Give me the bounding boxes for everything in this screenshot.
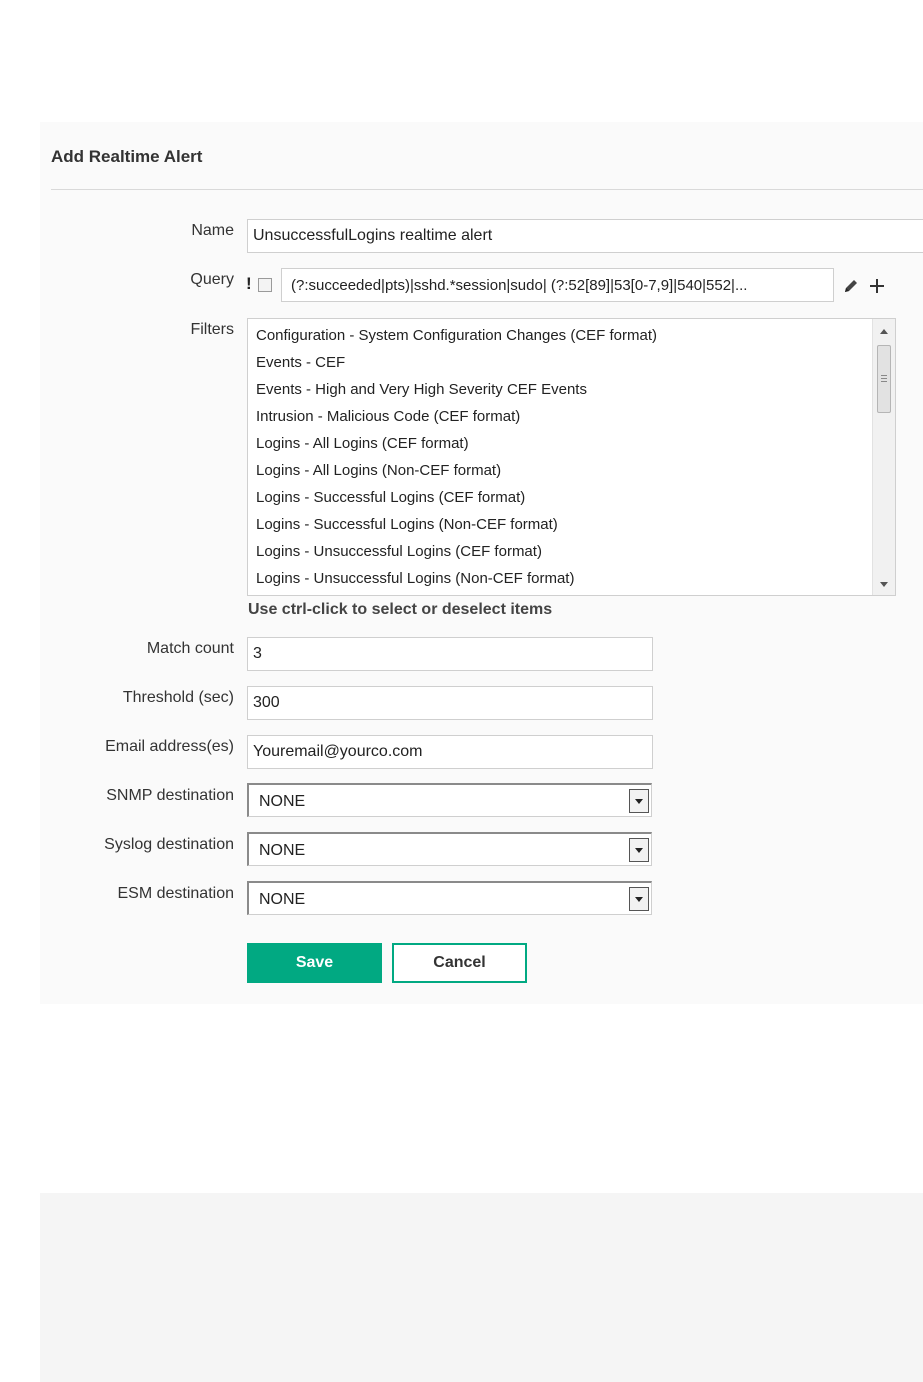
plus-icon[interactable]	[869, 278, 885, 294]
snmp-label: SNMP destination	[106, 787, 234, 804]
syslog-label: Syslog destination	[104, 836, 234, 853]
filter-option[interactable]: Logins - Unsuccessful Logins (CEF format)	[256, 543, 542, 560]
esm-value: NONE	[259, 891, 306, 908]
email-label: Email address(es)	[105, 738, 234, 755]
filter-option[interactable]: Events - CEF	[256, 354, 346, 371]
threshold-label: Threshold (sec)	[122, 689, 234, 706]
query-label: Query	[190, 271, 234, 288]
scroll-up-arrow-icon[interactable]	[879, 327, 889, 335]
filter-option[interactable]: Logins - All Logins (Non-CEF format)	[256, 462, 502, 479]
match-count-label: Match count	[146, 640, 234, 657]
esm-select[interactable]	[247, 881, 652, 915]
threshold-input[interactable]	[247, 686, 653, 720]
filter-option[interactable]: Intrusion - Malicious Code (CEF format)	[256, 408, 521, 425]
negate-indicator: !	[246, 274, 252, 293]
dropdown-arrow-icon	[634, 847, 644, 854]
filter-option[interactable]: Logins - Successful Logins (CEF format)	[256, 489, 526, 506]
filters-scrollbar[interactable]	[872, 319, 895, 595]
snmp-select[interactable]	[247, 783, 652, 817]
filter-option[interactable]: Logins - Unsuccessful Logins (Non-CEF format)	[256, 570, 575, 587]
filter-option[interactable]: Events - High and Very High Severity CEF Events	[256, 381, 587, 398]
negate-checkbox[interactable]	[258, 278, 272, 292]
cancel-button[interactable]: Cancel	[392, 943, 527, 983]
snmp-value: NONE	[259, 793, 306, 810]
match-count-input[interactable]	[247, 637, 653, 671]
grip-icon	[881, 375, 887, 383]
email-input[interactable]	[247, 735, 653, 769]
title-divider	[51, 189, 923, 190]
name-input[interactable]	[247, 219, 923, 253]
query-value: (?:succeeded|pts)|sshd.*session|sudo| (?:52[89]|53[0-7,9]|540|552|...	[291, 276, 748, 294]
syslog-value: NONE	[259, 842, 306, 859]
filters-hint: Use ctrl-click to select or deselect items	[248, 601, 553, 618]
pencil-icon[interactable]	[842, 277, 860, 295]
save-button[interactable]: Save	[247, 943, 382, 983]
dropdown-arrow-icon	[634, 896, 644, 903]
query-input[interactable]	[281, 268, 834, 302]
match-count-value: 3	[253, 645, 262, 662]
name-label: Name	[191, 222, 234, 239]
filter-option[interactable]: Logins - All Logins (CEF format)	[256, 435, 469, 452]
filters-listbox[interactable]	[247, 318, 896, 596]
scrollbar-thumb[interactable]	[877, 345, 891, 413]
syslog-dropdown-button[interactable]	[629, 838, 649, 862]
snmp-dropdown-button[interactable]	[629, 789, 649, 813]
esm-dropdown-button[interactable]	[629, 887, 649, 911]
syslog-select[interactable]	[247, 832, 652, 866]
footer-area	[40, 1193, 923, 1382]
dropdown-arrow-icon	[634, 798, 644, 805]
scroll-down-arrow-icon[interactable]	[879, 581, 889, 589]
threshold-value: 300	[253, 694, 280, 711]
esm-label: ESM destination	[117, 885, 234, 902]
email-value: Youremail@yourco.com	[253, 743, 423, 760]
filters-label: Filters	[190, 321, 234, 338]
name-value: UnsuccessfulLogins realtime alert	[253, 227, 493, 244]
filter-option[interactable]: Configuration - System Configuration Changes (CEF format)	[256, 327, 658, 344]
dialog-title: Add Realtime Alert	[51, 147, 203, 166]
filter-option[interactable]: Logins - Successful Logins (Non-CEF format)	[256, 516, 558, 533]
